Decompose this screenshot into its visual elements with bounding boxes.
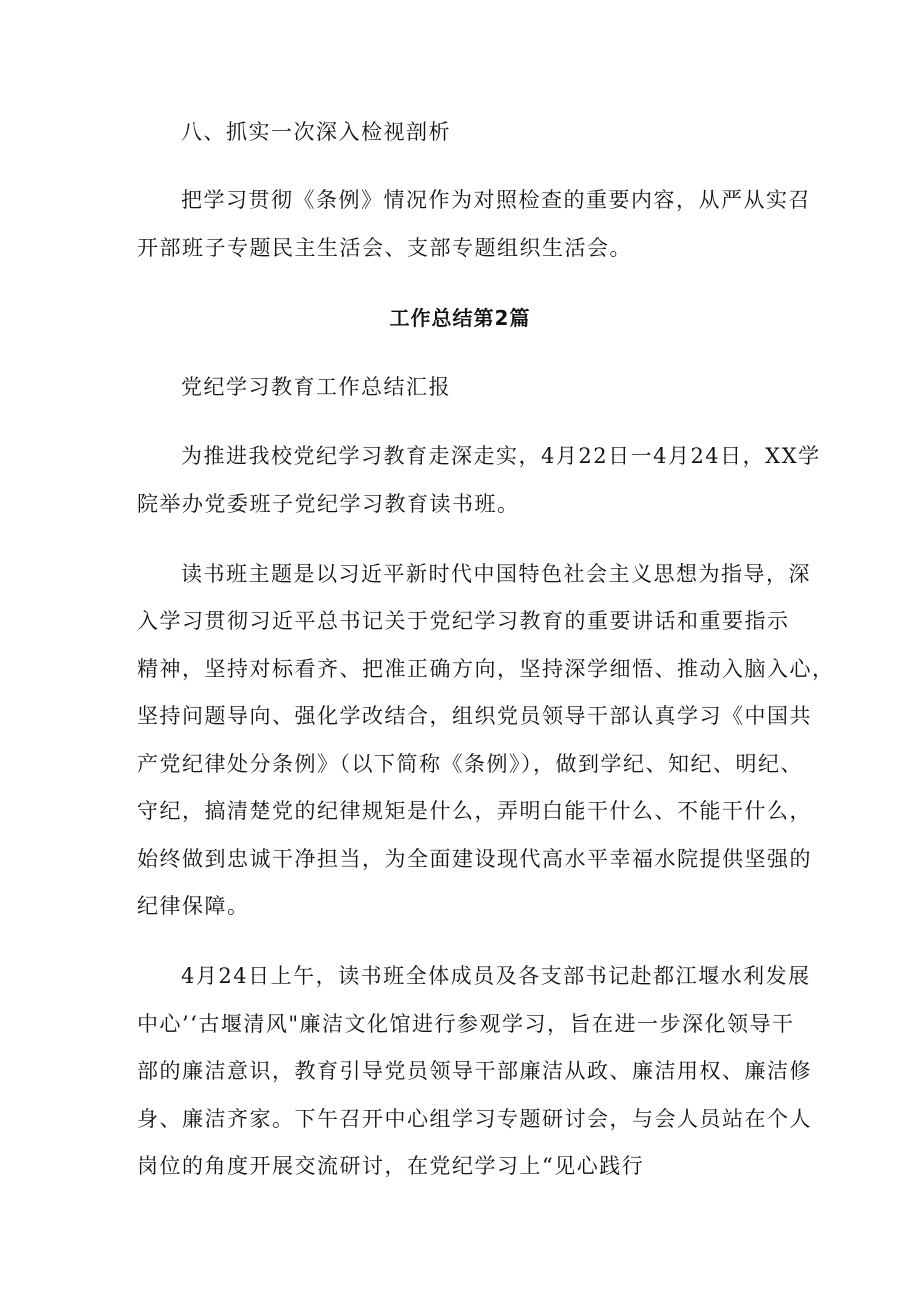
paragraph-line: 坚持问题导向、强化学改结合，组织党员领导干部认真学习《中国共 — [137, 704, 812, 728]
article-subtitle: 党纪学习教育工作总结汇报 — [181, 375, 451, 399]
paragraph-line: 把学习贯彻《条例》情况作为对照检查的重要内容，从严从实召 — [181, 188, 811, 212]
article-title: 工作总结第2篇 — [389, 306, 531, 330]
paragraph-line: 精神，坚持对标看齐、把准正确方向，坚持深学细悟、推动入脑入心， — [137, 657, 835, 681]
section-heading: 八、抓实一次深入检视剖析 — [181, 120, 451, 144]
paragraph-line: 为推进我校党纪学习教育走深走实，4月22日一4月24日，XX学 — [181, 444, 821, 468]
paragraph-line: 岗位的角度开展交流研讨，在党纪学习上“见心践行 — [137, 1154, 645, 1178]
paragraph-line: 产党纪律处分条例》（以下简称《条例》），做到学纪、知纪、明纪、 — [137, 752, 803, 776]
paragraph-line: 中心’‘古堰清风"廉洁文化馆进行参观学习，旨在进一步深化领导干 — [137, 1012, 795, 1036]
paragraph-line: 入学习贯彻习近平总书记关于党纪学习教育的重要讲话和重要指示 — [137, 609, 790, 633]
paragraph-line: 读书班主题是以习近平新时代中国特色社会主义思想为指导，深 — [181, 562, 811, 586]
paragraph-line: 守纪，搞清楚党的纪律规矩是什么，弄明白能干什么、不能干什么， — [137, 799, 812, 823]
paragraph-line: 身、廉洁齐家。下午召开中心组学习专题研讨会，与会人员站在个人 — [137, 1107, 812, 1131]
paragraph-line: 部的廉洁意识，教育引导党员领导干部廉洁从政、廉洁用权、廉洁修 — [137, 1059, 812, 1083]
paragraph-line: 院举办党委班子党纪学习教育读书班。 — [137, 492, 520, 516]
paragraph-line: 4月24日上午，读书班全体成员及各支部书记赴都江堰水利发展 — [181, 964, 811, 988]
paragraph-line: 始终做到忠诚干净担当，为全面建设现代高水平幸福水院提供坚强的 — [137, 847, 812, 871]
paragraph-line: 纪律保障。 — [137, 894, 250, 918]
paragraph-line: 开部班子专题民主生活会、支部专题组织生活会。 — [137, 236, 632, 260]
